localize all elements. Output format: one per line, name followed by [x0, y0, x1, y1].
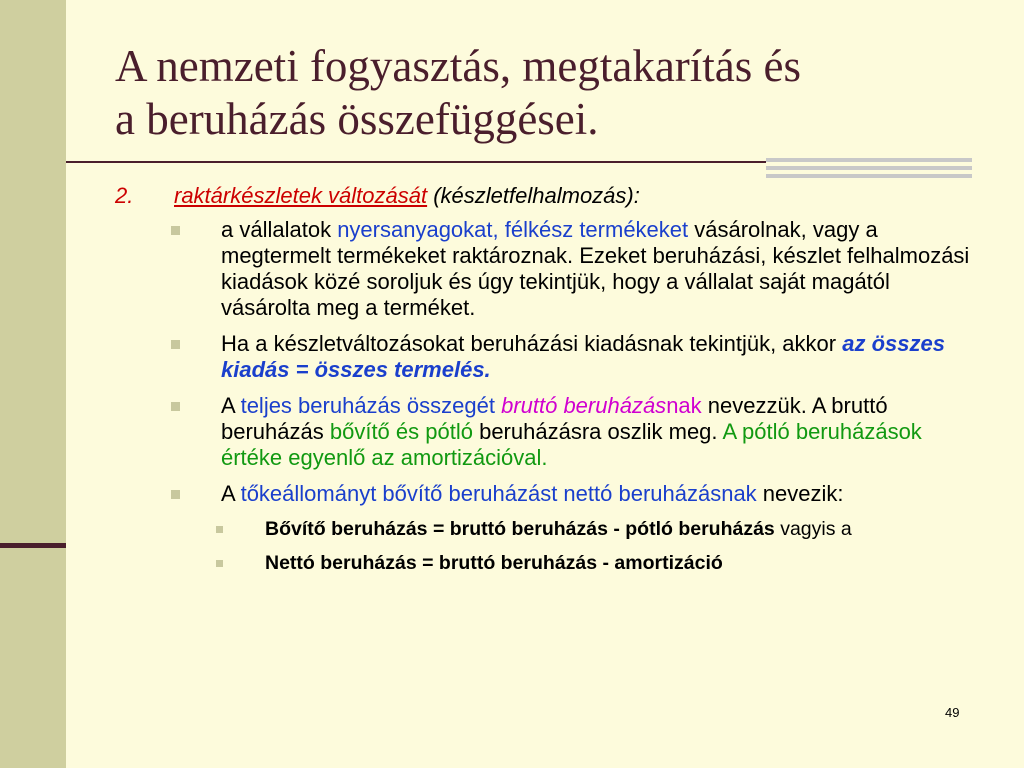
text-run: nevezzük. A bruttó beruházás: [221, 393, 888, 444]
title-line-2: a beruházás összefüggései.: [115, 94, 599, 145]
small-square-bullet-icon: [216, 526, 223, 533]
square-bullet-icon: [171, 402, 180, 411]
item-term: raktárkészletek változását: [174, 183, 428, 208]
text-run: vagyis a: [774, 518, 852, 540]
title-line-1: A nemzeti fogyasztás, megtakarítás és: [115, 41, 802, 91]
highlight-green: A pótló beruházások értéke egyenlő az amortizációval.: [221, 419, 922, 470]
square-bullet-icon: [171, 490, 180, 499]
slide-title: [115, 40, 995, 146]
highlight-blue: teljes beruházás összegét: [240, 393, 495, 418]
title-decor-bars: [766, 158, 972, 182]
equation-highlight: az összes kiadás = összes termelés.: [221, 331, 945, 382]
bullet-item: [115, 331, 975, 383]
title-underline: [66, 161, 766, 163]
formula-text: Bővítő beruházás = bruttó beruházás - pótló beruházás: [265, 518, 775, 540]
square-bullet-icon: [171, 226, 180, 235]
bullet-item: [115, 481, 975, 507]
highlight-blue: tőkeállományt bővítő beruházást nettó beruházásnak: [240, 481, 757, 506]
highlight-magenta: nak: [666, 393, 702, 418]
sidebar-divider: [0, 543, 66, 548]
text-run: beruházásra oszlik meg.: [472, 419, 723, 444]
text-run: vásárolnak, vagy a megtermelt termékeket raktároznak. Ezeket beruházási, készlet felhalmozási kiadások közé soroljuk és úgy tekintjük, hogy a vállalat saját magától vásárolta meg a terméket.: [221, 217, 970, 320]
sub-bullet-item: [115, 517, 975, 541]
bullet-item: [115, 393, 975, 471]
numbered-item: [115, 183, 975, 209]
text-run: nevezik:: [756, 481, 844, 506]
item-number: 2.: [115, 183, 134, 208]
highlight-green: bővítő és pótló: [329, 419, 473, 444]
highlight-magenta-italic: bruttó beruházás: [501, 393, 667, 418]
decor-bar: [766, 166, 972, 170]
left-sidebar-band: [0, 0, 66, 768]
bullet-item: [115, 217, 975, 321]
sub-bullet-item: [115, 551, 975, 575]
highlight-blue: nyersanyagokat, félkész termékeket: [337, 217, 689, 242]
page-number: 49: [945, 705, 960, 720]
item-text: [174, 183, 640, 209]
text-run: Ha a készletváltozásokat beruházási kiadásnak tekintjük, akkor: [221, 331, 843, 356]
item-rest: (készletfelhalmozás):: [427, 183, 640, 208]
formula-text: Nettó beruházás = bruttó beruházás - amortizáció: [265, 552, 723, 574]
small-square-bullet-icon: [216, 560, 223, 567]
text-run: A: [221, 393, 241, 418]
text-run: a vállalatok: [221, 217, 338, 242]
decor-bar: [766, 174, 972, 178]
text-run: A: [221, 481, 241, 506]
square-bullet-icon: [171, 340, 180, 349]
slide-body: [115, 183, 975, 585]
decor-bar: [766, 158, 972, 162]
